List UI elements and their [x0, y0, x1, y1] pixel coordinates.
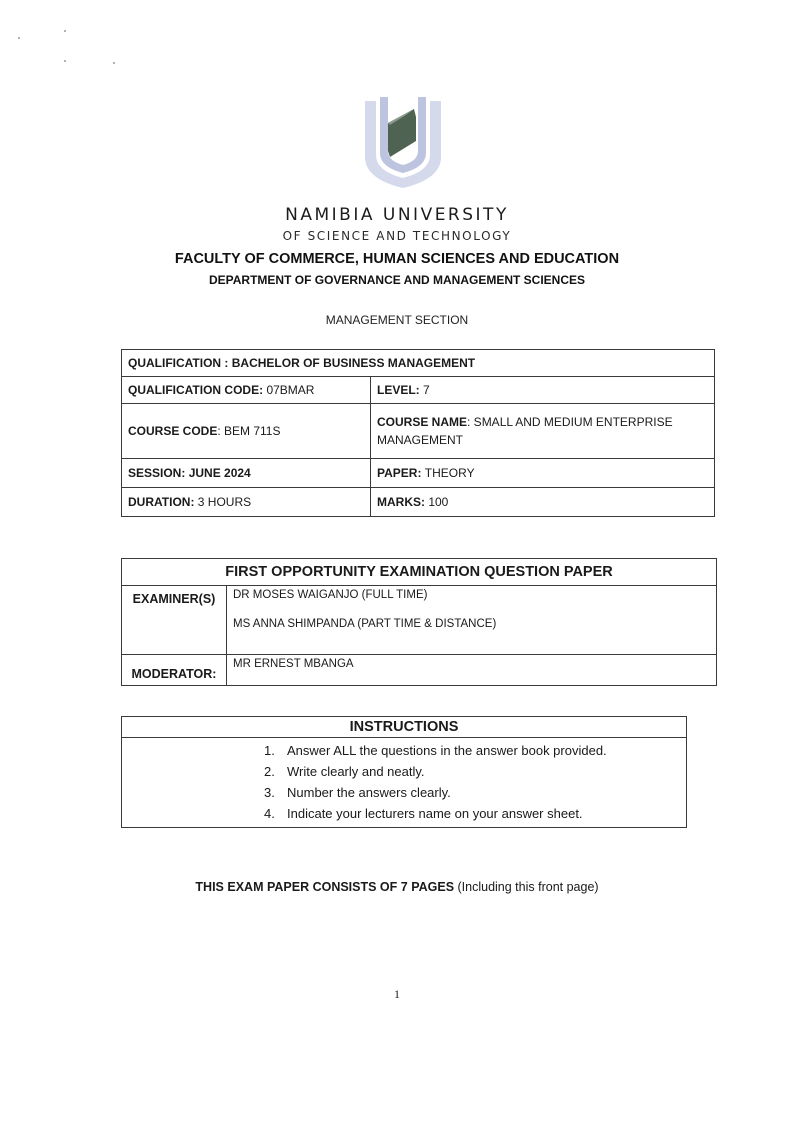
instruction-item	[122, 761, 686, 782]
moderator-value: MR ERNEST MBANGA	[227, 655, 717, 686]
level-label: LEVEL:	[377, 383, 424, 397]
instruction-item	[122, 740, 686, 761]
session-label: SESSION:	[128, 466, 189, 480]
qualification-code-value: 07BMAR	[266, 383, 315, 397]
session-value: JUNE 2024	[188, 466, 251, 480]
level-cell	[371, 377, 715, 404]
section-heading: MANAGEMENT SECTION	[325, 313, 469, 327]
exam-paper-title: FIRST OPPORTUNITY EXAMINATION QUESTION PAPER	[122, 559, 717, 586]
course-code-label: COURSE CODE	[128, 424, 218, 438]
marks-label: MARKS:	[377, 495, 429, 509]
marks-cell	[371, 488, 715, 517]
duration-cell	[122, 488, 371, 517]
paper-cell	[371, 459, 715, 488]
instruction-number: 4.	[264, 806, 275, 821]
page-count-bold: THIS EXAM PAPER CONSISTS OF 7 PAGES	[195, 880, 455, 894]
session-cell	[122, 459, 371, 488]
scan-speck	[64, 60, 66, 62]
examiners-cell	[227, 586, 717, 655]
qualification-label: QUALIFICATION :	[128, 356, 232, 370]
session-row	[122, 459, 715, 488]
instruction-text: Answer ALL the questions in the answer book provided.	[287, 743, 607, 758]
marks-value: 100	[428, 495, 449, 509]
examiners-row	[122, 586, 717, 655]
instructions-body	[122, 738, 687, 828]
instruction-number: 1.	[264, 743, 275, 758]
page-count-rest: (Including this front page)	[454, 880, 599, 894]
scan-speck	[18, 37, 20, 39]
instructions-body-row	[122, 738, 687, 828]
moderator-row	[122, 655, 717, 686]
course-code-cell	[122, 404, 371, 459]
course-name-value: : SMALL AND MEDIUM ENTERPRISE MANAGEMENT	[377, 415, 673, 447]
scan-speck	[113, 62, 115, 64]
instruction-text: Write clearly and neatly.	[287, 764, 425, 779]
course-row	[122, 404, 715, 459]
instruction-text: Number the answers clearly.	[287, 785, 451, 800]
faculty-heading: FACULTY OF COMMERCE, HUMAN SCIENCES AND EDUCATION	[174, 251, 620, 267]
examiner-2: MS ANNA SHIMPANDA (PART TIME & DISTANCE)	[233, 618, 497, 630]
paper-label: PAPER:	[377, 466, 425, 480]
university-subtitle: OF SCIENCE AND TECHNOLOGY	[282, 229, 512, 243]
instruction-item	[122, 782, 686, 803]
course-name-cell	[371, 404, 715, 459]
department-heading: DEPARTMENT OF GOVERNANCE AND MANAGEMENT SCIENCES	[208, 273, 585, 287]
qualification-value: BACHELOR OF BUSINESS MANAGEMENT	[231, 356, 476, 370]
instruction-item	[122, 803, 686, 824]
course-code-value: : BEM 711S	[217, 424, 281, 438]
page-count-note	[0, 880, 794, 894]
instructions-title: INSTRUCTIONS	[122, 717, 687, 738]
instruction-number: 2.	[264, 764, 275, 779]
qualification-code-label: QUALIFICATION CODE:	[128, 383, 267, 397]
page-number: 1	[394, 987, 400, 1001]
examiner-1: DR MOSES WAIGANJO (FULL TIME)	[233, 589, 428, 601]
instructions-title-row	[122, 717, 687, 738]
course-details-table	[121, 349, 715, 517]
exam-title-row	[122, 559, 717, 586]
instruction-text: Indicate your lecturers name on your answer sheet.	[287, 806, 583, 821]
instructions-list	[122, 740, 686, 824]
duration-label: DURATION:	[128, 495, 198, 509]
qualification-row	[122, 350, 715, 377]
university-name: NAMIBIA UNIVERSITY	[285, 205, 509, 225]
paper-value: THEORY	[424, 466, 475, 480]
duration-value: 3 HOURS	[197, 495, 252, 509]
course-name-label: COURSE NAME	[377, 415, 468, 429]
examiners-label: EXAMINER(S)	[122, 586, 227, 655]
university-logo	[360, 95, 446, 190]
moderator-label: MODERATOR:	[122, 655, 227, 686]
examiners-table	[121, 558, 717, 686]
instructions-table	[121, 716, 687, 828]
duration-row	[122, 488, 715, 517]
scan-speck	[64, 30, 66, 32]
level-value: 7	[423, 383, 430, 397]
code-level-row	[122, 377, 715, 404]
qualification-cell	[122, 350, 715, 377]
qualification-code-cell	[122, 377, 371, 404]
instruction-number: 3.	[264, 785, 275, 800]
